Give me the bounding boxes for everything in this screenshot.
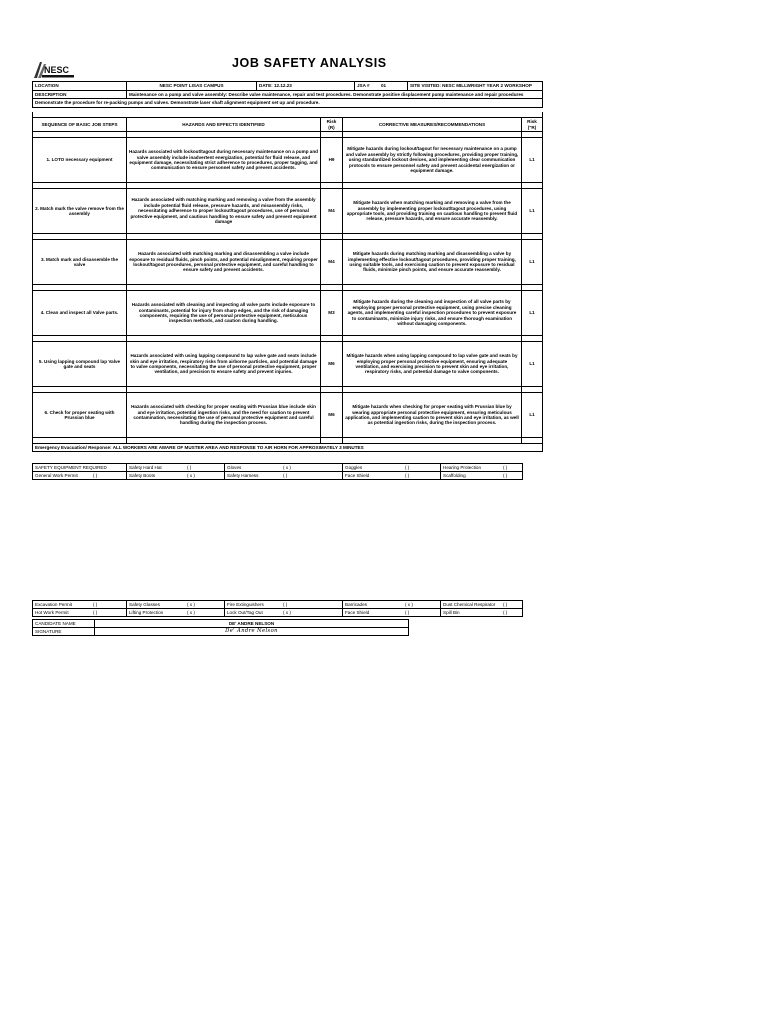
residual-risk: L1	[522, 291, 543, 336]
equipment-header: SAFETY EQUIPMENT REQUIRED	[33, 464, 127, 472]
checkbox-mark: ( x )	[283, 609, 291, 615]
equipment-item: Safety Boots ( x )	[127, 472, 225, 480]
checkbox-mark: ( )	[283, 601, 288, 607]
equipment-item: Safety Harness ( )	[225, 472, 343, 480]
checkbox-mark: ( )	[405, 609, 410, 615]
equipment-item: Fire Extinguishers ( )	[225, 601, 343, 609]
job-step: 3. Match mark and disassemble the valve	[33, 240, 127, 285]
hazard-text: Hazards associated with using lapping compound to lap valve gate and seats include skin and eye irritation, respiratory risks from airborne particles, and potential damage to valve components, necessitating the use of personal protective equipment, proper ventilation, and precision to ensure safety and prevent injuries.	[127, 342, 321, 387]
signature-value: De' Andre Nelson	[95, 628, 409, 636]
equipment-item: Lock Out/Tag Out ( x )	[225, 609, 343, 617]
equipment-item: Dust Chemical Respirator ( )	[441, 601, 523, 609]
equipment-table	[32, 463, 523, 480]
checkbox-mark: ( )	[405, 464, 410, 470]
risk-rating: M6	[321, 342, 343, 387]
hazard-text: Hazards associated with checking for proper seating with Prussian blue include skin and eye irritation, potential ingestion risks, and the need for caution to prevent contamination, necessitating the use of personal protective equipment and careful handling during the inspection process.	[127, 393, 321, 438]
equipment-item: Spill Bin ( )	[441, 609, 523, 617]
job-step: 4. Clean and inspect all Valve parts.	[33, 291, 127, 336]
checkbox-mark: ( x )	[187, 601, 195, 607]
checkbox-mark: ( x )	[187, 609, 195, 615]
jsa-table	[32, 81, 543, 108]
description-label: DESCRIPTION	[33, 90, 127, 99]
equipment-item: Face Shield ( )	[343, 609, 441, 617]
table-row	[33, 189, 543, 234]
checkbox-mark: ( )	[503, 472, 508, 478]
table-row	[33, 291, 543, 336]
equipment-item: General Work Permit ( )	[33, 472, 127, 480]
checkbox-mark: ( x )	[283, 464, 291, 470]
col-hazards: HAZARDS AND EFFECTS IDENTIFIED	[127, 118, 321, 132]
equipment-item: Gloves ( x )	[225, 464, 343, 472]
col-risk: Risk (R)	[321, 118, 343, 132]
residual-risk: L1	[522, 189, 543, 234]
col-steps: SEQUENCE OF BASIC JOB STEPS	[33, 118, 127, 132]
risk-rating: M4	[321, 240, 343, 285]
risk-rating: M4	[321, 189, 343, 234]
measure-text: Mitigate hazards when matching marking and removing a valve from the assembly by implementing proper lockout/tagout procedures, using appropriate tools, and providing training on cautious handling to prevent fluid release, pressure hazards, and ensure accurate reassembly.	[343, 189, 522, 234]
residual-risk: L1	[522, 342, 543, 387]
signature-label: SIGNATURE	[33, 628, 95, 636]
emergency-response: Emergency Evacuation/ Response: ALL WORKERS ARE AWARE OF MUSTER AREA AND RESPONSE TO AIR HORN FOR APPROXIMATELY 3 MINUTES	[33, 444, 543, 452]
checkbox-mark: ( )	[503, 464, 508, 470]
job-step: 1. LOTO necessary equipment	[33, 138, 127, 183]
risk-rating: M3	[321, 291, 343, 336]
jsa-cell	[355, 82, 408, 91]
job-step: 6. Check for proper seating with Prussian blue	[33, 393, 127, 438]
jsa-label: JSA #	[357, 83, 370, 89]
table-row	[33, 342, 543, 387]
equipment-item: Hot Work Permit ( )	[33, 609, 127, 617]
equipment-item: Hearing Protection ( )	[441, 464, 523, 472]
measure-text: Mitigate hazards during matching marking and disassembling a valve by implementing effective lockout/tagout procedures, providing proper training, using suitable tools, and exercising caution to prevent exposure to residual fluids, minimize pinch points, and ensure accurate reassembly.	[343, 240, 522, 285]
equipment-item: Face Shield ( )	[343, 472, 441, 480]
logo-text: NESC	[44, 65, 70, 75]
checkbox-mark: ( )	[283, 472, 288, 478]
site-visited: SITE VISITED: NESC MILLWRIGHT YEAR 2 WORKSHOP	[408, 82, 543, 91]
description-value: Maintenance on a pump and valve assembly: Describe valve maintenance, repair and test procedures. Demonstrate positive displacement pump maintenance and repair procedures	[127, 90, 543, 99]
checkbox-mark: ( )	[503, 601, 508, 607]
checkbox-mark: ( )	[405, 472, 410, 478]
checkbox-mark: ( )	[93, 472, 98, 478]
col-residual-risk: Risk ("R)	[522, 118, 543, 132]
nesc-logo	[32, 58, 76, 80]
measure-text: Mitigate hazards when using lapping compound to lap valve gate and seats by employing proper personal protective equipment, ensuring adequate ventilation, and exercising precision to prevent skin and eye irritation, respiratory risks, and potential damage to valve components.	[343, 342, 522, 387]
equipment-item: Lifting Protection ( x )	[127, 609, 225, 617]
jsa-value: 01	[381, 83, 387, 89]
hazard-text: Hazards associated with matching marking and disassembling a valve include exposure to residual fluids, pinch points, and potential misalignment, requiring proper lockout/tagout procedures, personal protective equipment, and careful handling to ensure safety and prevent accidents.	[127, 240, 321, 285]
checkbox-mark: ( )	[187, 464, 192, 470]
residual-risk: L1	[522, 393, 543, 438]
checkbox-mark: ( x )	[187, 472, 195, 478]
page-title: JOB SAFETY ANALYSIS	[232, 56, 387, 70]
residual-risk: L1	[522, 138, 543, 183]
job-step: 2. Match mark the valve remove from the assembly	[33, 189, 127, 234]
location-label: LOCATION	[33, 82, 127, 91]
equipment-item: Barricades ( x )	[343, 601, 441, 609]
table-row	[33, 138, 543, 183]
location-value: NESC POINT LISAS CAMPUS	[127, 82, 257, 91]
candidate-name-label: CANDIDATE NAME	[33, 620, 95, 628]
measure-text: Mitigate hazards during lockout/tagout for necessary maintenance on a pump and valve assembly by strictly following procedures, providing proper training, using standardized lockout devices, and implementing clear communication protocols to ensure personnel safety and prevent accidental energization or equipment damage.	[343, 138, 522, 183]
equipment-item: Excavation Permit ( )	[33, 601, 127, 609]
equipment-item: Goggles ( )	[343, 464, 441, 472]
description-line2: Demonstrate the procedure for re-packing pumps and valves. Demonstrate laser shaft alignment equipment set up and procedure.	[33, 99, 543, 108]
hazard-text: Hazards associated with lockout/tagout during necessary maintenance on a pump and valve assembly include inadvertent energization, potential for fluid release, and equipment damage, necessitating strict adherence to procedures, proper tagging, and communication to ensure personnel safety and prevent accidents.	[127, 138, 321, 183]
residual-risk: L1	[522, 240, 543, 285]
candidate-table	[32, 619, 409, 636]
hazard-text: Hazards associated with matching marking and removing a valve from the assembly include potential fluid release, pressure hazards, and misassembly risks, necessitating adherence to proper lockout/tagout procedures, use of personal protective equipment, and cautious handling to ensure safety and prevent equipment damage	[127, 189, 321, 234]
col-measures: CORRECTIVE MEASURES/RECOMMENDATIONS	[343, 118, 522, 132]
checkbox-mark: ( x )	[405, 601, 413, 607]
measure-text: Mitigate hazards during the cleaning and inspection of all valve parts by employing proper personal protective equipment, using precise cleaning agents, and implementing careful inspection procedures to prevent exposure to contaminants, minimize injury risks, and ensure thorough examination without damaging components.	[343, 291, 522, 336]
job-step: 5. Using lapping compound lap Valve gate and seats	[33, 342, 127, 387]
checkbox-mark: ( )	[93, 601, 98, 607]
equipment-item: Scaffolding ( )	[441, 472, 523, 480]
table-row	[33, 393, 543, 438]
candidate-name-value: DE' ANDRE NELSON	[95, 620, 409, 628]
permits-table	[32, 600, 523, 617]
hazard-text: Hazards associated with cleaning and inspecting all valve parts include exposure to contaminants, potential for injury from sharp edges, and the risk of damaging components, requiring the use of personal protective equipment, meticulous inspection methods, and caution during handling.	[127, 291, 321, 336]
equipment-item: Safety Glasses ( x )	[127, 601, 225, 609]
date-field: DATE: 12.12.23	[257, 82, 355, 91]
equipment-item: Safety Hard Hat ( )	[127, 464, 225, 472]
measure-text: Mitigate hazards when checking for proper seating with Prussian blue by wearing appropriate personal protective equipment, ensuring meticulous application, and implementing caution to prevent skin and eye irritation, as well as potential ingestion risks, during the inspection process.	[343, 393, 522, 438]
table-row	[33, 240, 543, 285]
checkbox-mark: ( )	[93, 609, 98, 615]
checkbox-mark: ( )	[503, 609, 508, 615]
risk-rating: M6	[321, 393, 343, 438]
steps-table	[32, 112, 543, 452]
risk-rating: H9	[321, 138, 343, 183]
